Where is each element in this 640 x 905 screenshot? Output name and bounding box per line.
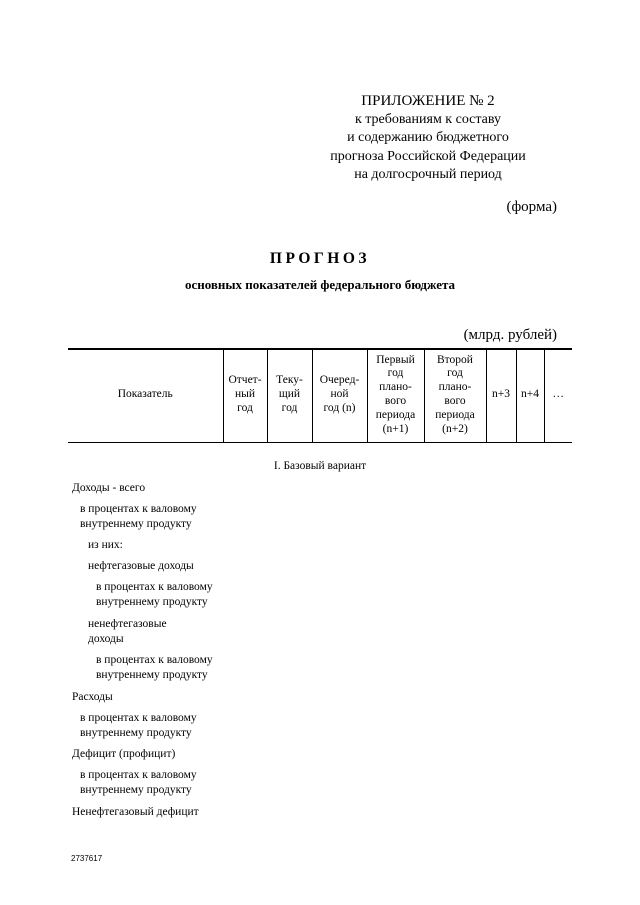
document-subtitle: основных показателей федерального бюджета	[184, 277, 456, 292]
header-text: ной	[330, 388, 349, 401]
header-text: плано-	[438, 381, 472, 394]
header-first-plan-year	[367, 348, 424, 442]
appendix-line: к требованиям к составу	[354, 111, 502, 127]
row-text: Доходы - всего	[72, 482, 146, 494]
row-text: в процентах к валовому	[96, 654, 213, 666]
document-id: 2737617	[71, 854, 103, 863]
header-text: плано-	[379, 381, 412, 394]
header-text: периода	[375, 408, 416, 421]
appendix-line: и содержанию бюджетного	[347, 130, 509, 145]
header-text: вого	[444, 395, 466, 407]
row-text: внутреннему продукту	[96, 669, 208, 681]
row-expenditures-gdp-share	[80, 711, 270, 741]
row-text: доходы	[88, 633, 124, 645]
row-non-oil-gas-deficit	[72, 805, 262, 820]
row-text: в процентах к валовому	[80, 769, 197, 781]
header-current-year	[267, 348, 312, 442]
appendix-line: на долгосрочный период	[354, 167, 502, 182]
header-n4: n+4	[516, 348, 544, 442]
row-text: ненефтегазовые	[88, 618, 167, 630]
row-non-oil-gas-gdp-share	[96, 653, 286, 683]
appendix-line: прогноза Российской Федерации	[330, 148, 526, 164]
header-text: ный	[234, 388, 256, 401]
header-text: (n+1)	[382, 422, 409, 435]
table-header-rule	[68, 442, 572, 443]
forecast-table-header	[68, 348, 572, 442]
header-text: (n+2)	[442, 422, 468, 435]
header-text: щий	[278, 388, 301, 401]
row-oil-gas-revenues	[88, 559, 278, 574]
row-text: в процентах к валовому	[96, 581, 213, 593]
header-text: Очеред-	[319, 374, 360, 387]
header-text: Отчет-	[228, 374, 262, 387]
row-text: Расходы	[72, 691, 113, 703]
header-reporting-year	[223, 348, 267, 442]
header-text: год (n)	[323, 401, 356, 414]
header-text: Теку-	[276, 374, 303, 387]
header-indicator-label: Показатель	[117, 388, 173, 401]
header-text: периода	[435, 408, 475, 421]
row-text: внутреннему продукту	[96, 596, 208, 608]
row-oil-gas-gdp-share	[96, 580, 286, 610]
row-non-oil-gas-revenues	[88, 617, 278, 647]
header-text: год	[281, 401, 298, 414]
row-text: внутреннему продукту	[80, 784, 192, 796]
row-text: Дефицит (профицит)	[72, 748, 176, 760]
header-next-year	[312, 348, 367, 442]
header-text: год	[387, 367, 404, 380]
row-text: из них:	[88, 539, 123, 551]
row-revenues-gdp-share	[80, 502, 270, 532]
row-text: внутреннему продукту	[80, 518, 192, 530]
row-deficit-gdp-share	[80, 768, 270, 798]
header-text: год	[447, 367, 463, 380]
header-text: вого	[384, 395, 407, 407]
row-deficit	[72, 747, 262, 762]
row-text: в процентах к валовому	[80, 503, 197, 515]
section-title: I. Базовый вариант	[273, 460, 367, 472]
row-text: Ненефтегазовый дефицит	[72, 806, 199, 818]
appendix-number: ПРИЛОЖЕНИЕ № 2	[361, 93, 495, 109]
header-indicator	[68, 348, 223, 442]
row-expenditures	[72, 690, 262, 705]
header-more: …	[544, 348, 572, 442]
row-of-which	[88, 538, 278, 553]
header-n3: n+3	[486, 348, 516, 442]
header-text: Первый	[376, 353, 415, 366]
header-second-plan-year	[424, 348, 486, 442]
row-text: в процентах к валовому	[80, 712, 197, 724]
row-text: нефтегазовые доходы	[88, 560, 194, 572]
document-title: ПРОГНОЗ	[269, 250, 371, 267]
appendix-block	[300, 92, 556, 185]
form-label: (форма)	[506, 199, 557, 215]
header-text: год	[237, 401, 253, 414]
units-label: (млрд. рублей)	[463, 327, 557, 343]
header-text: Второй	[437, 353, 473, 366]
row-text: внутреннему продукту	[80, 727, 192, 739]
row-revenues-total	[72, 481, 262, 496]
